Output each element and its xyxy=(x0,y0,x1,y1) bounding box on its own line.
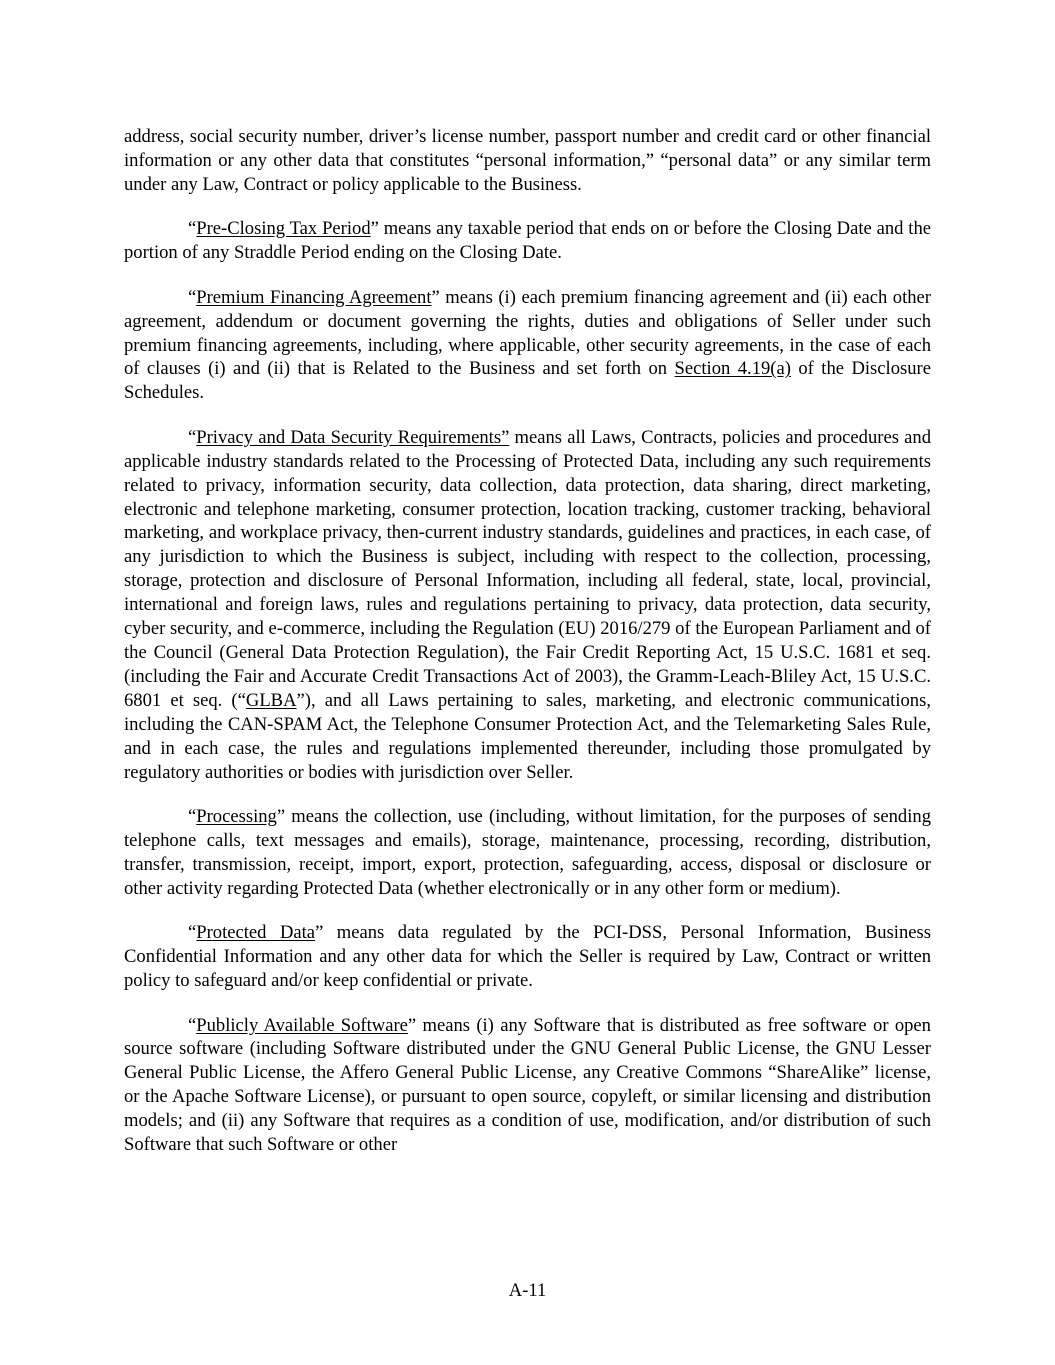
open-quote: “ xyxy=(188,806,197,828)
defined-term: Privacy and Data Security Requirements” xyxy=(196,426,510,448)
document-body xyxy=(124,125,931,1178)
definition-publicly-available-software xyxy=(124,1014,931,1157)
definition-text: ” means the collection, use (including, without limitation, for the purposes of sending telephone calls, text messages and emails), storage, maintenance, processing, recording, distribution, transfer, transmission, receipt, import, export, protection, safeguarding, access, disposal or disclosure or other activity regarding Protected Data (whether electronically or in any other form or medium). xyxy=(124,806,931,899)
defined-term: Pre-Closing Tax Period xyxy=(196,218,371,240)
paragraph-text: address, social security number, driver’s license number, passport number and credit card or other financial information or any other data that constitutes “personal information,” “personal data” or any similar term under any Law, Contract or policy applicable to the Business. xyxy=(124,126,931,195)
defined-term: Processing xyxy=(196,806,277,828)
defined-term: Premium Financing Agreement xyxy=(196,286,432,308)
definition-text: ” means any taxable period that ends on or before the Closing Date and the portion of any Straddle Period ending on the Closing Date. xyxy=(124,218,932,264)
open-quote: “ xyxy=(188,218,197,240)
definition-pre-closing-tax-period xyxy=(124,217,931,265)
open-quote: “ xyxy=(188,1014,197,1036)
section-reference: Section 4.19(a) xyxy=(674,358,791,380)
definition-premium-financing-agreement xyxy=(124,286,931,406)
definition-processing xyxy=(124,805,931,901)
definition-text: means all Laws, Contracts, policies and procedures and applicable industry standards related to the Processing of Protected Data, including any such requirements related to privacy, information security, data collection, data protection, data sharing, direct marketing, electronic and telephone marketing, consumer protection, location tracking, customer tracking, behavioral marketing, and workplace privacy, then-current industry standards, guidelines and practices, in each case, of any jurisdiction to which the Business is subject, including with respect to the collection, processing, storage, protection and disclosure of Personal Information, including all federal, state, local, provincial, international and foreign laws, rules and regulations pertaining to privacy, data protection, data security, cyber security, and e-commerce, including the Regulation (EU) 2016/279 of the European Parliament and of the Council (General Data Protection Regulation), the Fair Credit Reporting Act, 15 U.S.C. 1681 et seq. (including the Fair and Accurate Credit Transactions Act of 2003), the Gramm-Leach-Bliley Act, 15 U.S.C. 6801 et seq. (“ xyxy=(124,426,931,711)
page-number: A-11 xyxy=(508,1280,547,1301)
definition-text-continued: of the Disclosure Schedules. xyxy=(124,358,931,404)
definition-text: ” means (i) each premium financing agreement and (ii) each other agreement, addendum or document governing the rights, duties and obligations of Seller under such premium financing agreements, including, where applicable, other security agreements, in the case of each of clauses (i) and (ii) that is Related to the Business and set forth on xyxy=(124,286,931,380)
open-quote: “ xyxy=(188,426,197,448)
open-quote: “ xyxy=(188,286,197,308)
paragraph-personal-information-continued xyxy=(124,125,931,197)
definition-text-continued: ”), and all Laws pertaining to sales, marketing, and electronic communications, including the CAN-SPAM Act, the Telephone Consumer Protection Act, and the Telemarketing Sales Rule, and in each case, the rules and regulations implemented thereunder, including those promulgated by regulatory authorities or bodies with jurisdiction over Seller. xyxy=(124,689,931,783)
defined-term: Publicly Available Software xyxy=(196,1014,408,1036)
defined-term-glba: GLBA xyxy=(245,689,297,711)
definition-text: ” means data regulated by the PCI-DSS, Personal Information, Business Confidential Information and any other data for which the Seller is required by Law, Contract or written policy to safeguard and/or keep confidential or private. xyxy=(124,922,931,992)
definition-protected-data xyxy=(124,921,931,993)
definition-text: ” means (i) any Software that is distributed as free software or open source software (including Software distributed under the GNU General Public License, the GNU Lesser General Public License, the Affero General Public License, any Creative Commons “ShareAlike” license, or the Apache Software License), or pursuant to open source, copyleft, or similar licensing and distribution models; and (ii) any Software that requires as a condition of use, modification, and/or distribution of such Software that such Software or other xyxy=(124,1014,931,1156)
open-quote: “ xyxy=(188,922,197,944)
definition-privacy-and-data-security-requirements xyxy=(124,426,931,785)
defined-term: Protected Data xyxy=(196,922,316,944)
